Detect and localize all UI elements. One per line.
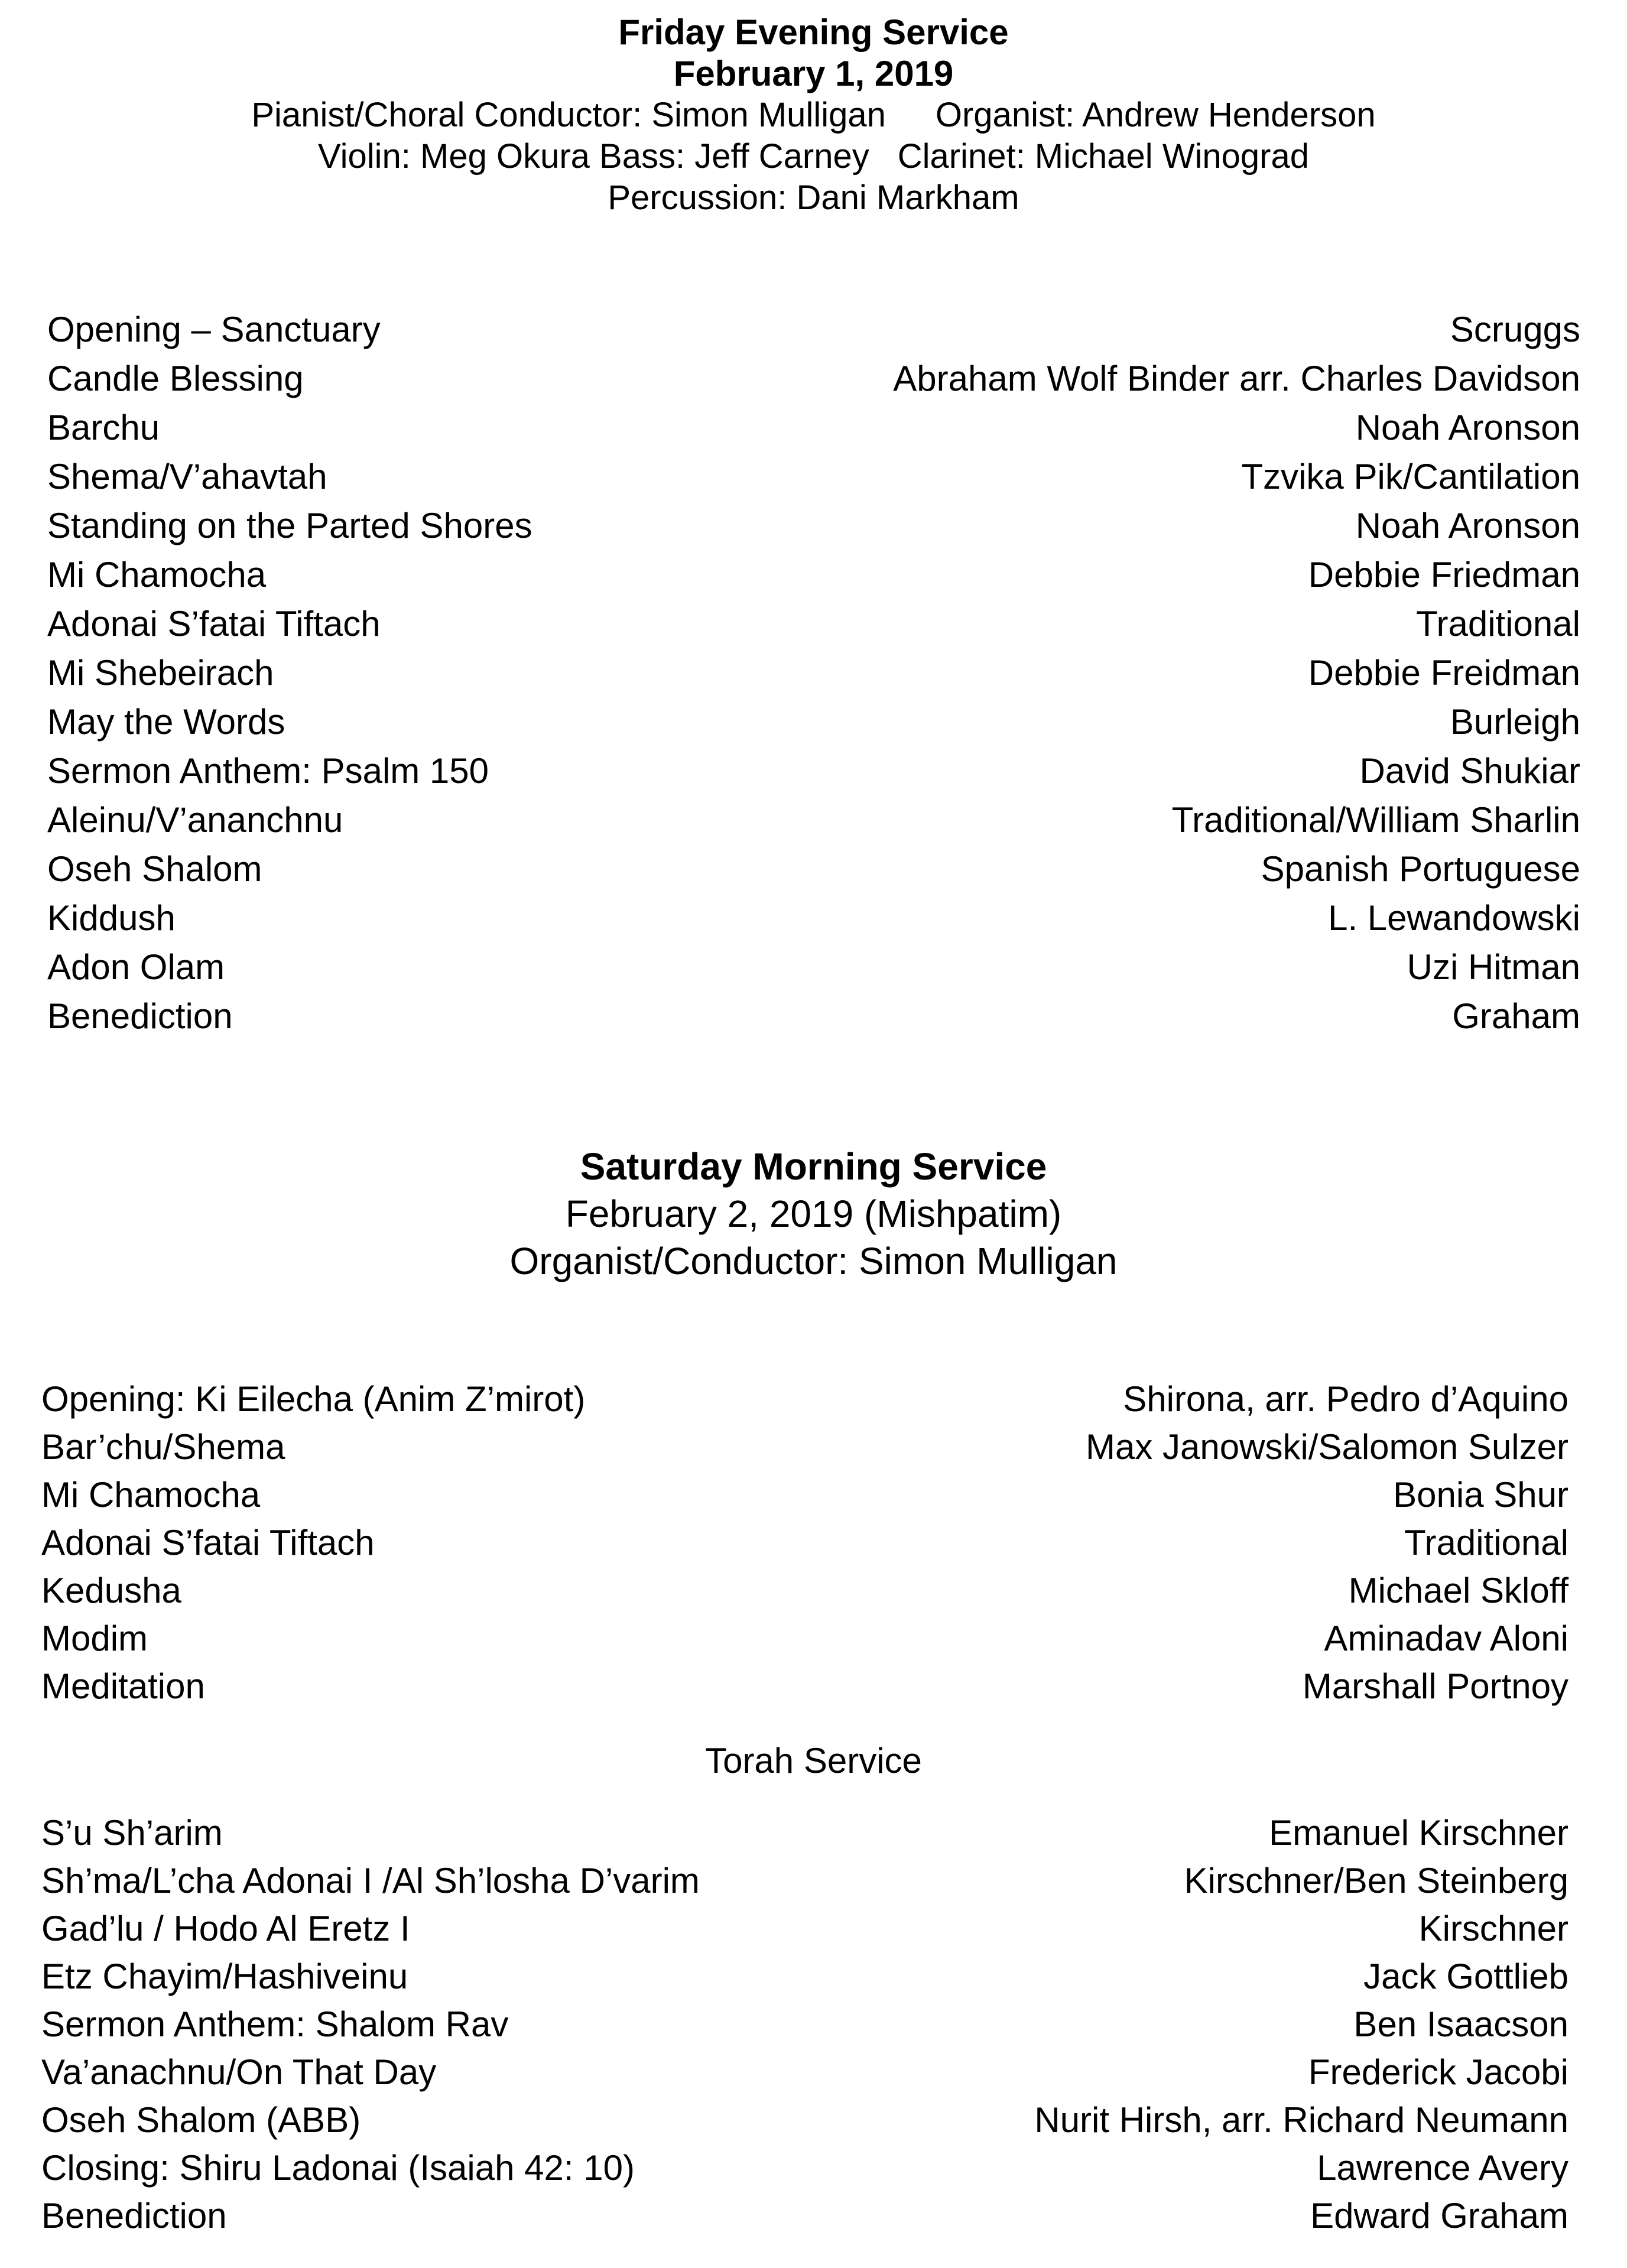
program-row xyxy=(47,600,1580,648)
composer: L. Lewandowski xyxy=(1328,898,1580,938)
piece-title: Adon Olam xyxy=(47,947,225,987)
program-row xyxy=(47,355,1580,402)
program-row xyxy=(47,453,1580,501)
program-row xyxy=(47,797,1580,844)
composer: Ben Isaacson xyxy=(1353,2004,1568,2044)
program-row xyxy=(41,2192,1568,2240)
piece-title: Sermon Anthem: Psalm 150 xyxy=(47,751,489,791)
saturday-title: Saturday Morning Service xyxy=(580,1145,1047,1188)
composer: Spanish Portuguese xyxy=(1261,849,1580,889)
program-row xyxy=(47,895,1580,942)
composer: Traditional xyxy=(1416,604,1580,644)
program-row xyxy=(41,1905,1568,1952)
piece-title: Adonai S’fatai Tiftach xyxy=(41,1523,375,1562)
piece-title: Closing: Shiru Ladonai (Isaiah 42: 10) xyxy=(41,2148,635,2188)
piece-title: Va’anachnu/On That Day xyxy=(41,2052,437,2092)
piece-title: Sh’ma/L’cha Adonai I /Al Sh’losha D’varim xyxy=(41,1861,700,1900)
piece-title: Bar’chu/Shema xyxy=(41,1427,285,1467)
program-row xyxy=(41,1424,1568,1471)
friday-credit-clarinet: Clarinet: Michael Winograd xyxy=(897,137,1310,176)
composer: Aminadav Aloni xyxy=(1324,1619,1568,1658)
piece-title: Meditation xyxy=(41,1666,205,1706)
saturday-credits: Organist/Conductor: Simon Mulligan xyxy=(509,1240,1118,1282)
program-row xyxy=(41,1953,1568,2000)
piece-title: Kiddush xyxy=(47,898,176,938)
program-row xyxy=(47,502,1580,550)
friday-title: Friday Evening Service xyxy=(618,12,1009,52)
program-row xyxy=(47,404,1580,451)
piece-title: May the Words xyxy=(47,702,285,742)
composer: Burleigh xyxy=(1450,702,1580,742)
piece-title: Barchu xyxy=(47,408,160,447)
program-row xyxy=(47,649,1580,697)
program-row xyxy=(41,2144,1568,2192)
composer: Uzi Hitman xyxy=(1407,947,1580,987)
composer: Traditional/William Sharlin xyxy=(1171,800,1580,840)
composer: Michael Skloff xyxy=(1348,1571,1568,1610)
friday-credits-line2 xyxy=(0,136,1627,177)
piece-title: Kedusha xyxy=(41,1571,181,1610)
friday-credits-line1 xyxy=(0,95,1627,136)
piece-title: Gad’lu / Hodo Al Eretz I xyxy=(41,1909,410,1948)
composer: Emanuel Kirschner xyxy=(1269,1813,1568,1853)
piece-title: Opening: Ki Eilecha (Anim Z’mirot) xyxy=(41,1379,586,1419)
program-row xyxy=(41,1567,1568,1614)
composer: Bonia Shur xyxy=(1393,1475,1568,1515)
composer: Debbie Freidman xyxy=(1308,653,1580,693)
friday-date: February 1, 2019 xyxy=(673,54,954,93)
friday-credit-pianist: Pianist/Choral Conductor: Simon Mulligan xyxy=(251,96,886,134)
piece-title: Aleinu/V’ananchnu xyxy=(47,800,343,840)
friday-credits-line3: Percussion: Dani Markham xyxy=(608,178,1019,217)
piece-title: Mi Chamocha xyxy=(41,1475,261,1515)
composer: Kirschner xyxy=(1418,1909,1568,1948)
program-row xyxy=(47,698,1580,746)
composer: Kirschner/Ben Steinberg xyxy=(1184,1861,1568,1900)
piece-title: Sermon Anthem: Shalom Rav xyxy=(41,2004,509,2044)
composer: Marshall Portnoy xyxy=(1302,1666,1568,1706)
piece-title: Oseh Shalom xyxy=(47,849,262,889)
program-row xyxy=(47,944,1580,991)
composer: Shirona, arr. Pedro d’Aquino xyxy=(1123,1379,1568,1419)
piece-title: Benediction xyxy=(47,996,233,1036)
program-row xyxy=(41,1857,1568,1905)
program-row xyxy=(41,1519,1568,1567)
program-row xyxy=(41,2097,1568,2144)
program-row xyxy=(41,1615,1568,1662)
program-row xyxy=(47,306,1580,353)
program-row xyxy=(41,1471,1568,1519)
piece-title: Oseh Shalom (ABB) xyxy=(41,2100,361,2140)
piece-title: Candle Blessing xyxy=(47,359,304,398)
program-row xyxy=(47,846,1580,893)
piece-title: Mi Shebeirach xyxy=(47,653,274,693)
composer: Frederick Jacobi xyxy=(1308,2052,1568,2092)
composer: Graham xyxy=(1452,996,1580,1036)
program-row xyxy=(47,993,1580,1040)
program-row xyxy=(47,748,1580,795)
composer: Tzvika Pik/Cantilation xyxy=(1241,457,1580,496)
composer: Noah Aronson xyxy=(1355,408,1580,447)
piece-title: Etz Chayim/Hashiveinu xyxy=(41,1957,408,1996)
piece-title: Mi Chamocha xyxy=(47,555,267,594)
program-row xyxy=(41,2049,1568,2096)
piece-title: Standing on the Parted Shores xyxy=(47,506,532,545)
program-row xyxy=(41,1663,1568,1710)
program-row xyxy=(47,551,1580,599)
torah-service-heading: Torah Service xyxy=(705,1741,922,1780)
friday-credit-organist: Organist: Andrew Henderson xyxy=(935,96,1376,134)
program-row xyxy=(41,1376,1568,1423)
composer: Edward Graham xyxy=(1310,2196,1568,2235)
composer: Debbie Friedman xyxy=(1308,555,1580,594)
composer: Traditional xyxy=(1404,1523,1568,1562)
piece-title: Modim xyxy=(41,1619,148,1658)
composer: Scruggs xyxy=(1450,310,1580,349)
saturday-date: February 2, 2019 (Mishpatim) xyxy=(565,1193,1062,1235)
piece-title: Opening – Sanctuary xyxy=(47,310,381,349)
composer: David Shukiar xyxy=(1359,751,1580,791)
program-row xyxy=(41,2001,1568,2048)
piece-title: Adonai S’fatai Tiftach xyxy=(47,604,381,644)
composer: Nurit Hirsh, arr. Richard Neumann xyxy=(1034,2100,1568,2140)
piece-title: Shema/V’ahavtah xyxy=(47,457,327,496)
composer: Abraham Wolf Binder arr. Charles Davidson xyxy=(893,359,1580,398)
piece-title: S’u Sh’arim xyxy=(41,1813,223,1853)
composer: Jack Gottlieb xyxy=(1363,1957,1568,1996)
friday-credit-violin-bass: Violin: Meg Okura Bass: Jeff Carney xyxy=(317,137,869,176)
composer: Max Janowski/Salomon Sulzer xyxy=(1085,1427,1568,1467)
composer: Lawrence Avery xyxy=(1317,2148,1568,2188)
piece-title: Benediction xyxy=(41,2196,227,2235)
program-row xyxy=(41,1809,1568,1857)
composer: Noah Aronson xyxy=(1355,506,1580,545)
